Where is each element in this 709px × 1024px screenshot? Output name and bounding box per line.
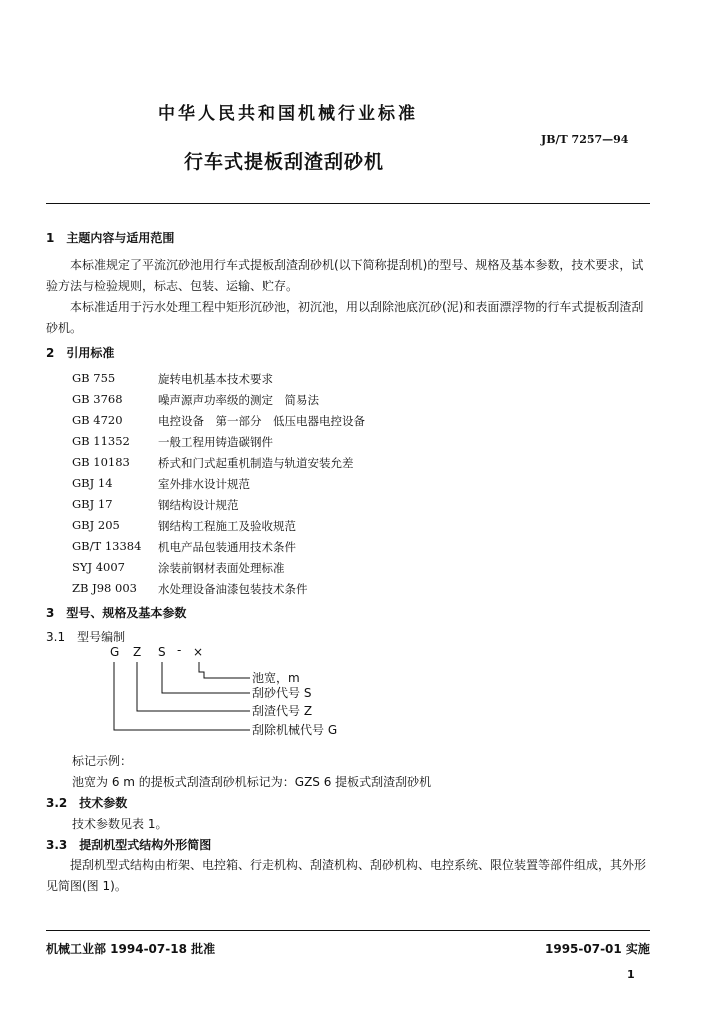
approval-line: 机械工业部 1994-07-18 批准 (46, 942, 216, 956)
ref-name: 一般工程用铸造碳钢件 (158, 435, 273, 449)
section-3-2-text: 技术参数见表 1。 (72, 817, 168, 831)
ref-code: GBJ 14 (72, 476, 113, 490)
ref-code: GB 4720 (72, 413, 123, 427)
document-title: 行车式提板刮渣刮砂机 (184, 151, 385, 173)
ref-code: GB 11352 (72, 434, 130, 448)
ref-code: GBJ 17 (72, 497, 113, 511)
section-1-para-1-text: 本标准规定了平流沉砂池用行车式提板刮渣刮砂机(以下简称提刮机)的型号、规格及基本参数，技术要求，试验方法与检验规则，标志、包装、运输、贮存。 (46, 258, 644, 293)
ref-code: ZB J98 003 (72, 581, 137, 595)
section-3-1-heading: 3.1 型号编制 (46, 630, 126, 644)
label-pool-width: 池宽，m (252, 671, 300, 685)
ref-code: GBJ 205 (72, 518, 120, 532)
section-1-para-2-text: 本标准适用于污水处理工程中矩形沉砂池，初沉池，用以刮除池底沉砂(泥)和表面漂浮物的行车式提板刮渣刮砂机。 (46, 300, 644, 335)
model-dash: - (177, 643, 182, 657)
ref-code: GB 755 (72, 371, 116, 385)
section-3-3-text: 提刮机型式结构由桁架、电控箱、行走机构、刮渣机构、刮砂机构、电控系统、限位装置等部件组成，其外形见简图(图 1)。 (46, 858, 647, 893)
ref-code: GB/T 13384 (72, 539, 142, 553)
label-machine-code: 刮除机械代号 G (252, 723, 338, 737)
ref-name: 涂装前钢材表面处理标准 (158, 561, 285, 575)
footer-rule (46, 930, 650, 931)
model-letter-g: G (110, 645, 120, 659)
ref-code: SYJ 4007 (72, 560, 126, 574)
standard-number: JB/T 7257—94 (541, 133, 629, 146)
section-3-3-para (46, 855, 650, 897)
example-label: 标记示例： (72, 754, 133, 768)
ref-name: 水处理设备油漆包装技术条件 (158, 582, 308, 596)
ref-name: 电控设备 第一部分 低压电器电控设备 (158, 414, 365, 428)
model-letter-z: Z (133, 645, 142, 659)
ref-name: 钢结构工程施工及验收规范 (158, 519, 296, 533)
section-1-para-2 (46, 297, 650, 339)
org-title: 中华人民共和国机械行业标准 (158, 104, 418, 124)
ref-name: 噪声源声功率级的测定 简易法 (158, 393, 319, 407)
model-letter-s: S (158, 645, 166, 659)
label-sand-code: 刮砂代号 S (252, 686, 312, 700)
leader-line-z (137, 662, 250, 711)
ref-code: GB 10183 (72, 455, 130, 469)
model-width-placeholder: × (193, 645, 204, 659)
ref-name: 旋转电机基本技术要求 (158, 372, 273, 386)
model-code-diagram (100, 640, 400, 740)
ref-name: 桥式和门式起重机制造与轨道安装允差 (158, 456, 354, 470)
ref-code: GB 3768 (72, 392, 123, 406)
example-text: 池宽为 6 m 的提板式刮渣刮砂机标记为：GZS 6 提板式刮渣刮砂机 (72, 775, 432, 789)
page-number: 1 (627, 968, 635, 981)
label-scum-code: 刮渣代号 Z (252, 704, 313, 718)
section-3-3-heading: 3.3 提刮机型式结构外形简图 (46, 838, 212, 852)
section-1-heading: 1 主题内容与适用范围 (46, 231, 175, 245)
leader-line-g (114, 662, 250, 730)
ref-name: 机电产品包装通用技术条件 (158, 540, 296, 554)
section-3-2-heading: 3.2 技术参数 (46, 796, 128, 810)
implementation-date: 1995-07-01 实施 (545, 942, 650, 956)
ref-name: 室外排水设计规范 (158, 477, 250, 491)
leader-line-width (199, 662, 250, 678)
ref-name: 钢结构设计规范 (158, 498, 239, 512)
section-1-para-1 (46, 255, 650, 297)
section-3-heading: 3 型号、规格及基本参数 (46, 606, 187, 620)
header-rule (46, 203, 650, 204)
section-2-heading: 2 引用标准 (46, 346, 115, 360)
